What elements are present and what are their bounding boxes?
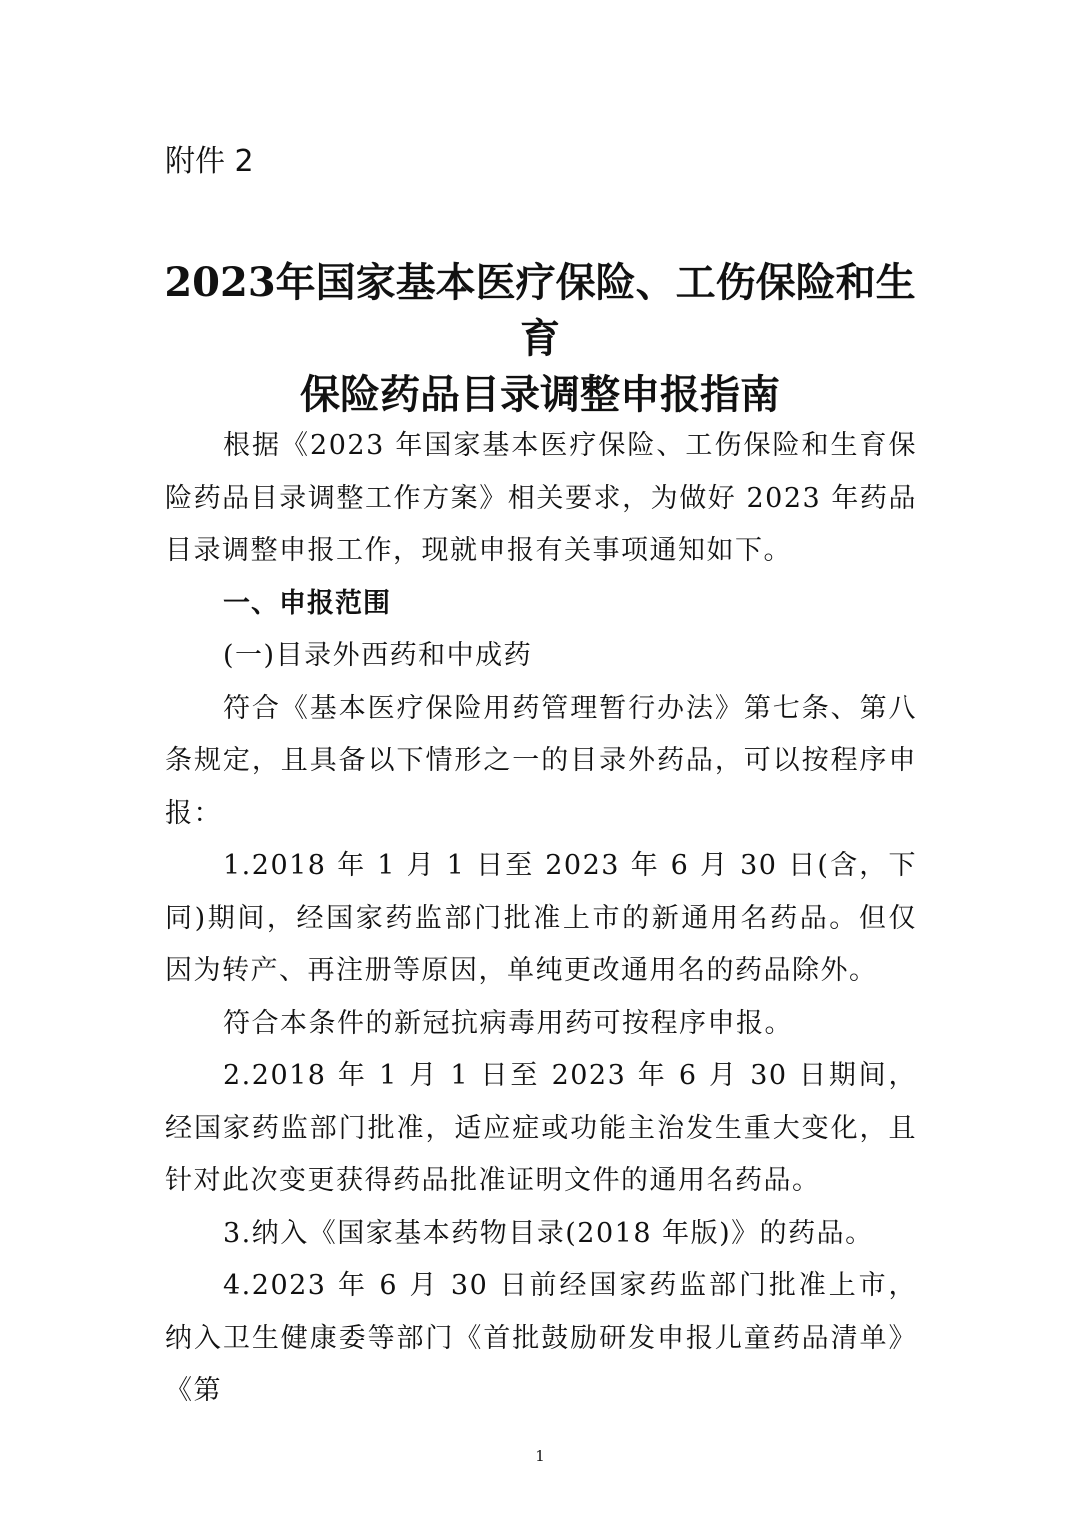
section-heading: 一、申报范围 — [223, 587, 391, 619]
body-paragraph: 符合本条件的新冠抗病毒用药可按程序申报。 — [223, 1007, 793, 1039]
intro-paragraph: 根据《2023 年国家基本医疗保险、工伤保险和生育保险药品目录调整工作方案》相关要求，为做好 2023 年药品目录调整申报工作，现就申报有关事项通知如下。 — [165, 430, 917, 566]
title-line-1: 2023年国家基本医疗保险、工伤保险和生育 — [164, 259, 916, 362]
attachment-label: 附件 2 — [165, 144, 254, 179]
page-number: 1 — [535, 1447, 545, 1465]
list-item-2: 2.2018 年 1 月 1 日至 2023 年 6 月 30 日期间，经国家药监部门批准，适应症或功能主治发生重大变化，且针对此次变更获得药品批准证明文件的通用名药品。 — [165, 1060, 917, 1196]
list-item-4: 4.2023 年 6 月 30 日前经国家药监部门批准上市，纳入卫生健康委等部门《首批鼓励研发申报儿童药品清单》《第 — [165, 1270, 917, 1406]
document-body — [165, 420, 917, 1418]
subsection-heading: (一)目录外西药和中成药 — [223, 640, 533, 671]
title-line-2: 保险药品目录调整申报指南 — [300, 371, 780, 418]
document-title — [150, 255, 930, 423]
list-item-3: 3.纳入《国家基本药物目录(2018 年版)》的药品。 — [223, 1217, 874, 1249]
list-item-1: 1.2018 年 1 月 1 日至 2023 年 6 月 30 日(含，下同)期间，经国家药监部门批准上市的新通用名药品。但仅因为转产、再注册等原因，单纯更改通用名的药品除外。 — [165, 850, 917, 986]
body-paragraph: 符合《基本医疗保险用药管理暂行办法》第七条、第八条规定，且具备以下情形之一的目录外药品，可以按程序申报： — [165, 692, 917, 829]
